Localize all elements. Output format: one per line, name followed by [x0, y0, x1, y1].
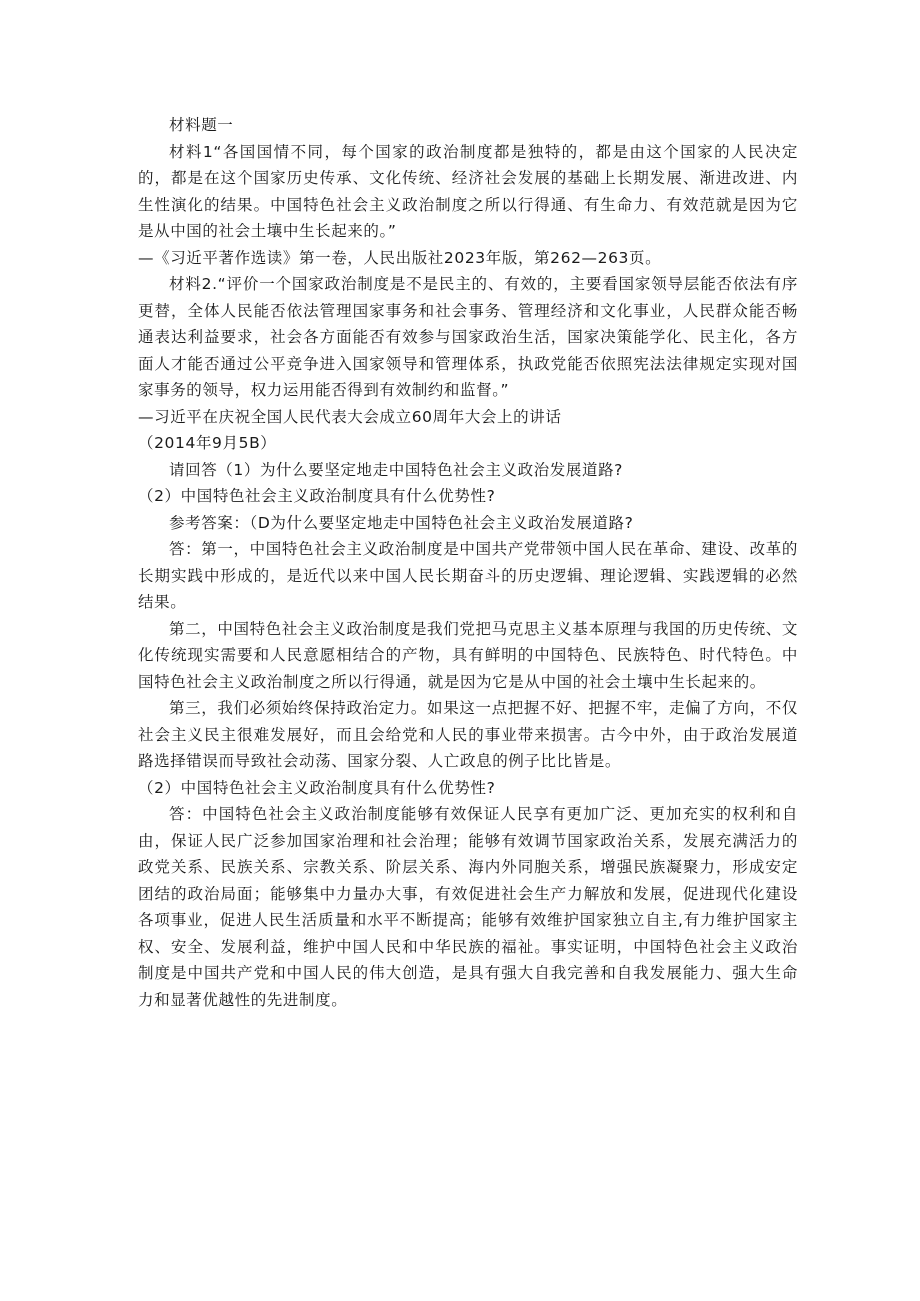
material-2-date: （2014年9月5B） [138, 434, 277, 452]
material-1-source: —《习近平著作选读》第一卷，人民出版社2023年版，第262—263页。 [138, 248, 662, 267]
material-2-text: 材料2.“评价一个国家政治制度是不是民主的、有效的，主要看国家领导层能否依法有序更替，全体人民能否依法管理国家事务和社会事务、管理经济和文化事业，人民群众能否畅通表达利益要求，社会各方面能否有效参与国家政治生活，国家决策能学化、民主化，各方面人才能否通过公平竞争进入国家领导和管理体系，执政党能否依照宪法法律规定实现对国家事务的领导，权力运用能否得到有效制约和监督。” [138, 275, 798, 399]
answer-header: 参考答案：（D为什么要坚定地走中国特色社会主义政治发展道路? [169, 513, 634, 532]
document-body [138, 112, 798, 1013]
question-2-repeat: （2）中国特色社会主义政治制度具有什么优势性? [138, 778, 496, 797]
document-title: 材料题一 [169, 116, 234, 134]
question-1: 请回答（1）为什么要坚定地走中国特色社会主义政治发展道路? [169, 460, 623, 479]
answer-1-paragraph-1: 答：第一，中国特色社会主义政治制度是中国共产党带领中国人民在革命、建设、改革的长期实践中形成的，是近代以来中国人民长期奋斗的历史逻辑、理论逻辑、实践逻辑的必然结果。 [138, 540, 798, 611]
question-2: （2）中国特色社会主义政治制度具有什么优势性? [138, 487, 496, 505]
answer-2: 答：中国特色社会主义政治制度能够有效保证人民享有更加广泛、更加充实的权利和自由，保证人民广泛参加国家治理和社会治理；能够有效调节国家政治关系，发展充满活力的政党关系、民族关系、宗教关系、阶层关系、海内外同胞关系，增强民族凝聚力，形成安定团结的政治局面；能够集中力量办大事，有效促进社会生产力解放和发展，促进现代化建设各项事业，促进人民生活质量和水平不断提高；能够有效维护国家独立自主,有力维护国家主权、安全、发展利益，维护中国人民和中华民族的福祉。事实证明，中国特色社会主义政治制度是中国共产党和中国人民的伟大创造，是具有强大自我完善和自我发展能力、强大生命力和显著优越性的先进制度。 [138, 805, 798, 1009]
material-2-source: —习近平在庆祝全国人民代表大会成立60周年大会上的讲话 [138, 407, 562, 426]
answer-1-paragraph-2: 第二，中国特色社会主义政治制度是我们党把马克思主义基本原理与我国的历史传统、文化传统现实需要和人民意愿相结合的产物，具有鲜明的中国特色、民族特色、时代特色。中国特色社会主义政治制度之所以行得通，就是因为它是从中国的社会土壤中生长起来的。 [138, 619, 798, 691]
answer-1-paragraph-3: 第三，我们必须始终保持政治定力。如果这一点把握不好、把握不牢，走偏了方向，不仅社会主义民主很难发展好，而且会给党和人民的事业带来损害。古今中外，由于政治发展道路选择错误而导致社会动荡、国家分裂、人亡政息的例子比比皆是。 [138, 699, 798, 770]
material-1-text: 材料1“各国国情不同，每个国家的政治制度都是独特的，都是由这个国家的人民决定的，都是在这个国家历史传承、文化传统、经济社会发展的基础上长期发展、渐进改进、内生性演化的结果。中国特色社会主义政治制度之所以行得通、有生命力、有效范就是因为它是从中国的社会土壤中生长起来的。” [138, 142, 798, 240]
